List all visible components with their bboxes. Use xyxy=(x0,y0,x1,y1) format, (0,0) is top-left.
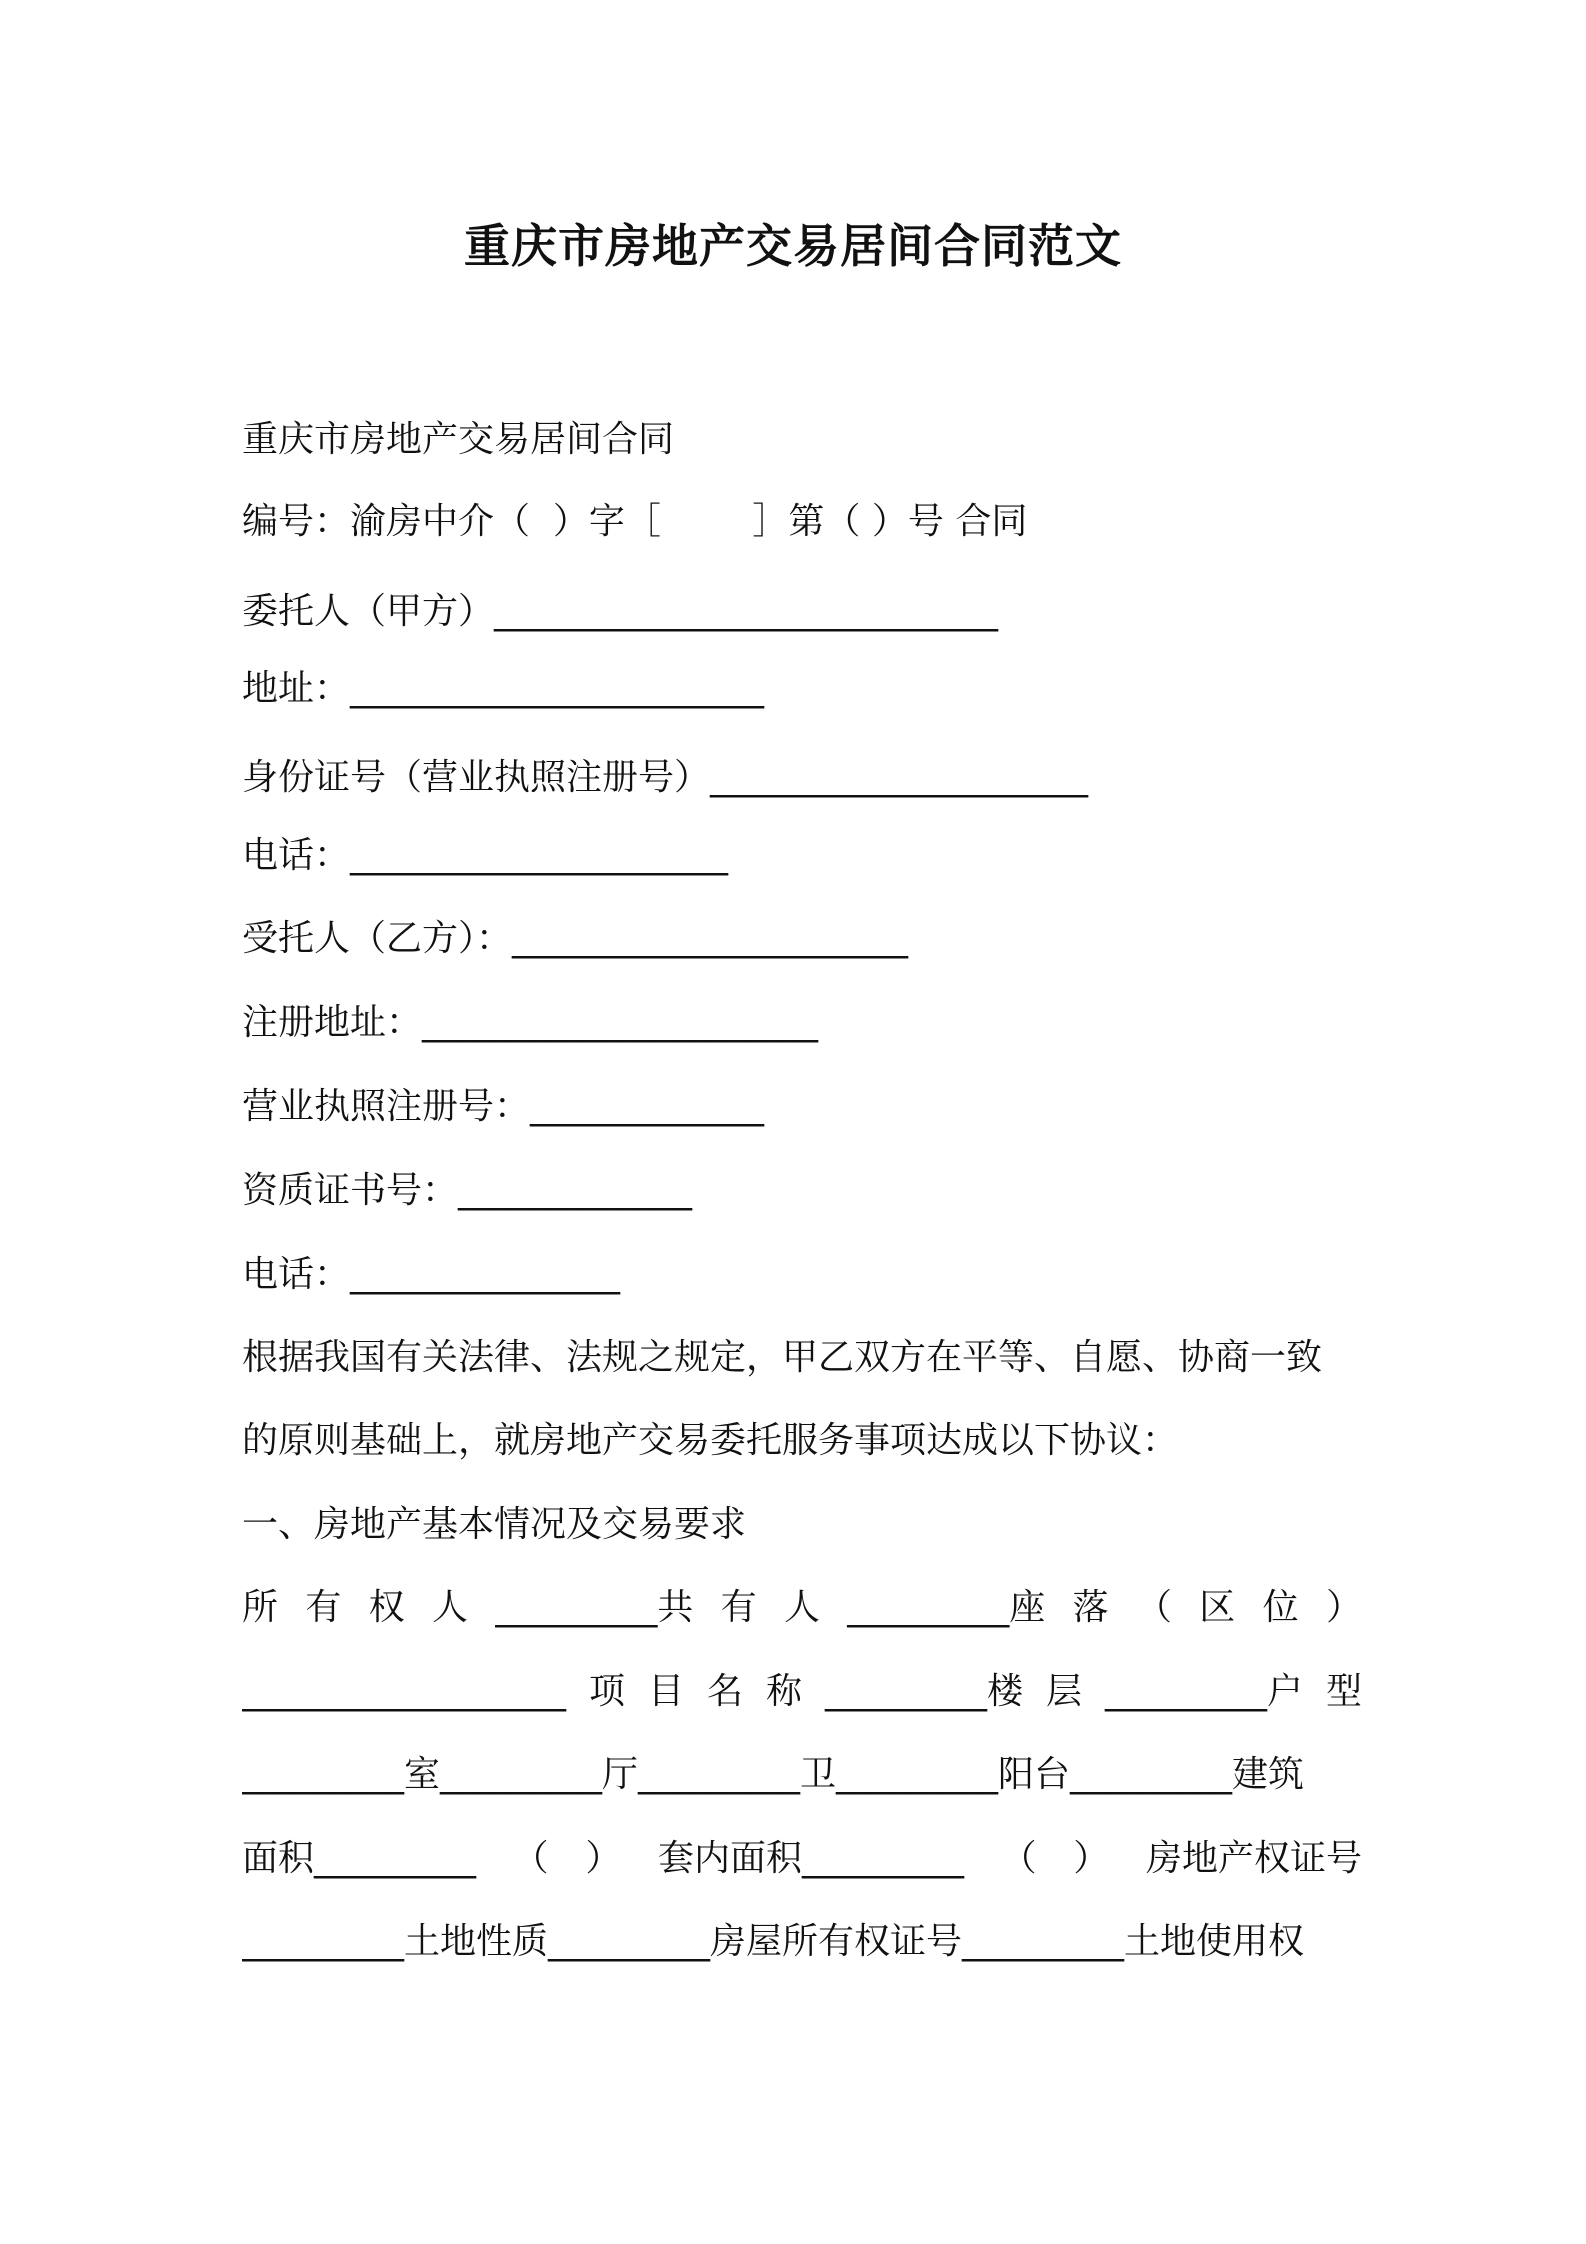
text-segment: 称 xyxy=(765,1671,802,1712)
text-segment: 有 xyxy=(720,1587,757,1628)
section-heading: 一、房地产基本情况及交易要求 xyxy=(242,1504,747,1545)
text-segment: _________楼 xyxy=(824,1671,1023,1712)
text-segment: 人 xyxy=(783,1587,820,1628)
document-title: 重庆市房地产交易居间合同范文 xyxy=(464,219,1122,273)
text-segment: _________户 xyxy=(1104,1671,1303,1712)
property-line-1 xyxy=(242,1583,1362,1633)
text-segment: __________________ xyxy=(242,1671,566,1712)
contract-heading: 重庆市房地产交易居间合同 xyxy=(242,419,675,460)
agent-phone-line: 电话：_______________ xyxy=(242,1254,621,1295)
text-segment: 人 xyxy=(431,1587,468,1628)
preamble-line-2: 的原则基础上，就房地产交易委托服务事项达成以下协议： xyxy=(242,1420,1179,1461)
text-segment: 目 xyxy=(647,1671,684,1712)
text-segment: 面积_________ xyxy=(242,1838,477,1879)
text-segment: 落 xyxy=(1072,1587,1109,1628)
property-line-4 xyxy=(242,1834,1362,1884)
text-segment: ） xyxy=(1325,1587,1362,1628)
agent-certificate-line: 资质证书号：_____________ xyxy=(242,1170,693,1211)
principal-address-line: 地址：_______________________ xyxy=(242,668,765,709)
text-segment: 权 xyxy=(368,1587,405,1628)
property-line-2 xyxy=(242,1667,1362,1717)
agent-license-line: 营业执照注册号：_____________ xyxy=(242,1086,765,1127)
text-segment: 型 xyxy=(1325,1671,1362,1712)
text-segment: 套内面积_________ xyxy=(657,1838,964,1879)
property-line-5: _________土地性质_________房屋所有权证号_________土地使用权 xyxy=(242,1921,1305,1962)
property-line-3: _________室_________厅_________卫_________阳台_________建筑 xyxy=(242,1754,1304,1795)
contract-number-line: 编号：渝房中介（ ）字［ ］第（ ）号 合同 xyxy=(242,501,1028,542)
text-segment: ） xyxy=(585,1838,622,1879)
text-segment: _________座 xyxy=(847,1587,1046,1628)
principal-line: 委托人（甲方）____________________________ xyxy=(242,591,999,632)
text-segment: （ xyxy=(1000,1838,1037,1879)
text-segment: 位 xyxy=(1262,1587,1299,1628)
text-segment: _________共 xyxy=(495,1587,694,1628)
text-segment: （ xyxy=(512,1838,549,1879)
text-segment: 区 xyxy=(1199,1587,1236,1628)
agent-line: 受托人（乙方）：______________________ xyxy=(242,918,909,959)
text-segment: ） xyxy=(1073,1838,1110,1879)
principal-phone-line: 电话：_____________________ xyxy=(242,835,729,876)
text-segment: 所 xyxy=(242,1587,279,1628)
text-segment: 层 xyxy=(1045,1671,1082,1712)
text-segment: 名 xyxy=(706,1671,743,1712)
text-segment: （ xyxy=(1135,1587,1172,1628)
preamble-line-1: 根据我国有关法律、法规之规定，甲乙双方在平等、自愿、协商一致 xyxy=(242,1337,1323,1378)
principal-id-line: 身份证号（营业执照注册号）_____________________ xyxy=(242,757,1089,798)
agent-address-line: 注册地址：______________________ xyxy=(242,1002,819,1043)
text-segment: 房地产权证号 xyxy=(1145,1838,1362,1879)
text-segment: 项 xyxy=(588,1671,625,1712)
text-segment: 有 xyxy=(305,1587,342,1628)
